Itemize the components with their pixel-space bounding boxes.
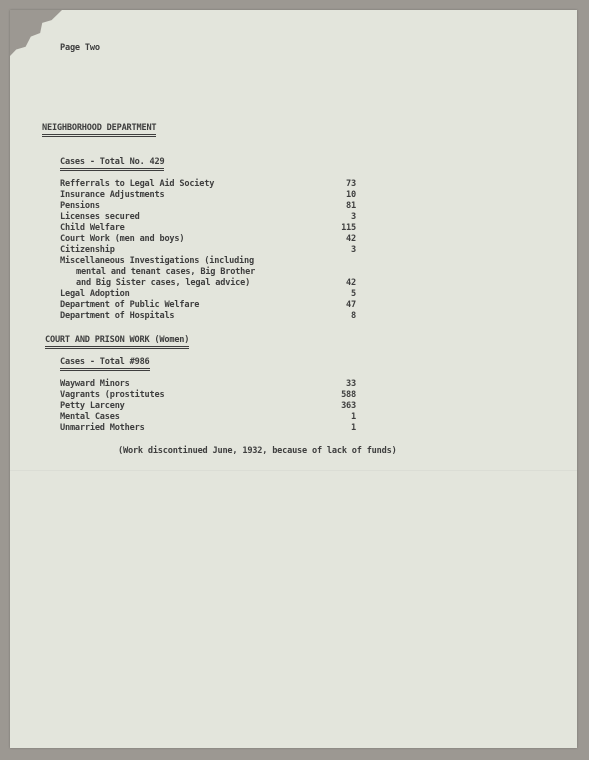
list-item-label: Citizenship (60, 245, 115, 255)
list-item-value: 3 (351, 212, 356, 222)
list-item-label: Vagrants (prostitutes (60, 390, 165, 400)
list-item-value: 1 (351, 412, 356, 422)
list-item-value: 42 (346, 278, 356, 288)
list-item-value: 47 (346, 300, 356, 310)
list-item-label: Department of Hospitals (60, 311, 175, 321)
list-item-label: Insurance Adjustments (60, 190, 165, 200)
list-item-label: Child Welfare (60, 223, 125, 233)
list-item-value: 5 (351, 289, 356, 299)
list-item-value: 42 (346, 234, 356, 244)
list-item-value: 1 (351, 423, 356, 433)
list-item-value: 8 (351, 311, 356, 321)
list-item-value: 588 (341, 390, 356, 400)
court-subheading: Cases - Total #986 (60, 357, 150, 371)
list-item-value: 363 (341, 401, 356, 411)
list-item-value: 3 (351, 245, 356, 255)
list-item-label: Wayward Minors (60, 379, 130, 389)
list-item-label: and Big Sister cases, legal advice) (76, 278, 251, 288)
list-item-label: Mental Cases (60, 412, 120, 422)
document-page (10, 10, 577, 748)
list-item-label: mental and tenant cases, Big Brother (76, 267, 256, 277)
fold-crease (10, 470, 577, 471)
list-item-value: 115 (341, 223, 356, 233)
neighborhood-heading: NEIGHBORHOOD DEPARTMENT (42, 123, 156, 137)
list-item-label: Refferrals to Legal Aid Society (60, 179, 215, 189)
list-item-label: Miscellaneous Investigations (including (60, 256, 254, 266)
list-item-label: Licenses secured (60, 212, 140, 222)
list-item-label: Legal Adoption (60, 289, 130, 299)
neighborhood-subheading: Cases - Total No. 429 (60, 157, 164, 171)
list-item-value: 33 (346, 379, 356, 389)
list-item-value: 81 (346, 201, 356, 211)
list-item-label: Unmarried Mothers (60, 423, 145, 433)
page-label: Page Two (60, 43, 100, 53)
list-item-label: Petty Larceny (60, 401, 125, 411)
list-item-value: 10 (346, 190, 356, 200)
list-item-label: Court Work (men and boys) (60, 234, 185, 244)
list-item-value: 73 (346, 179, 356, 189)
list-item-label: Department of Public Welfare (60, 300, 200, 310)
court-heading: COURT AND PRISON WORK (Women) (45, 335, 189, 349)
list-item-label: Pensions (60, 201, 100, 211)
footnote: (Work discontinued June, 1932, because of lack of funds) (118, 446, 397, 456)
